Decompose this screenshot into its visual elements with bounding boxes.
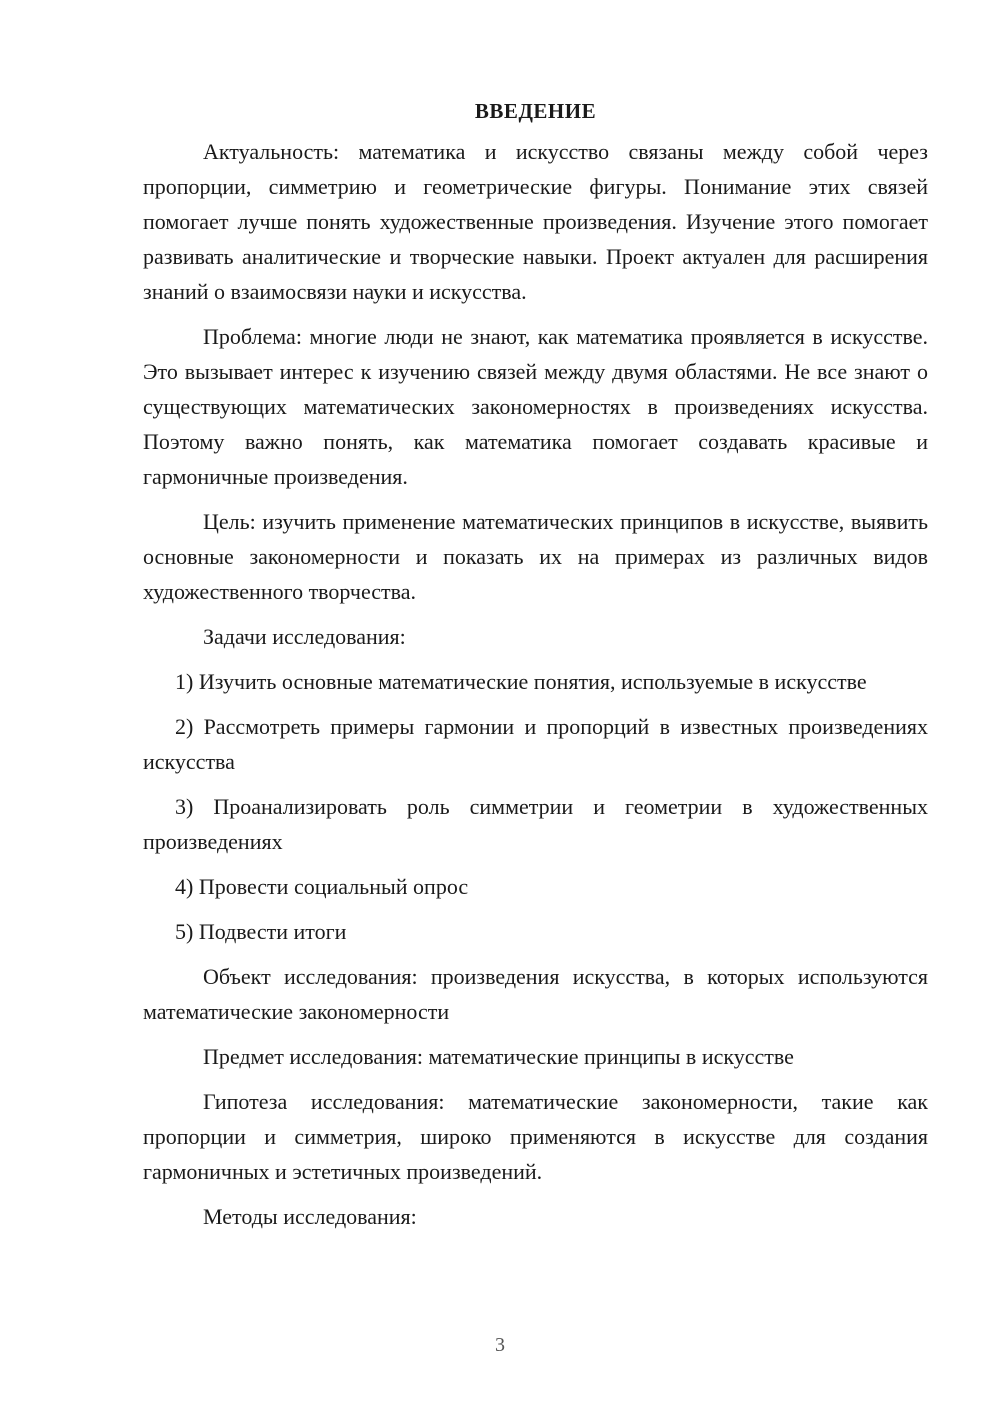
document-body [143,94,928,1244]
object-paragraph: Объект исследования: произведения искусства, в которых используются математические закономерности [143,964,928,1024]
relevance-paragraph: Актуальность: математика и искусство связаны между собой через пропорции, симметрию и геометрические фигуры. Понимание этих связей помогает лучше понять художественные произведения. Изучение этого помогает развивать аналитические и творческие навыки. Проект актуален для расширения знаний о взаимосвязи науки и искусства. [143,139,928,304]
hypothesis-paragraph: Гипотеза исследования: математические закономерности, такие как пропорции и симметрия, широко применяются в искусстве для создания гармоничных и эстетичных произведений. [143,1089,928,1184]
task-item-2: 2) Рассмотреть примеры гармонии и пропорций в известных произведениях искусства [143,714,928,774]
task-item-1: 1) Изучить основные математические понятия, используемые в искусстве [175,669,867,694]
subject-paragraph: Предмет исследования: математические принципы в искусстве [203,1044,794,1069]
task-item-4: 4) Провести социальный опрос [175,874,469,899]
page-number: 3 [495,1334,505,1356]
section-title: ВВЕДЕНИЕ [474,99,597,123]
methods-heading: Методы исследования: [203,1204,417,1229]
tasks-heading: Задачи исследования: [203,624,406,649]
task-item-3: 3) Проанализировать роль симметрии и геометрии в художественных произведениях [143,794,928,854]
problem-paragraph: Проблема: многие люди не знают, как математика проявляется в искусстве. Это вызывает интерес к изучению связей между двумя областями. Не все знают о существующих математических закономерностях в произведениях искусства. Поэтому важно понять, как математика помогает создавать красивые и гармоничные произведения. [143,324,928,489]
goal-paragraph: Цель: изучить применение математических принципов в искусстве, выявить основные закономерности и показать их на примерах из различных видов художественного творчества. [143,509,928,604]
task-item-5: 5) Подвести итоги [175,919,347,944]
